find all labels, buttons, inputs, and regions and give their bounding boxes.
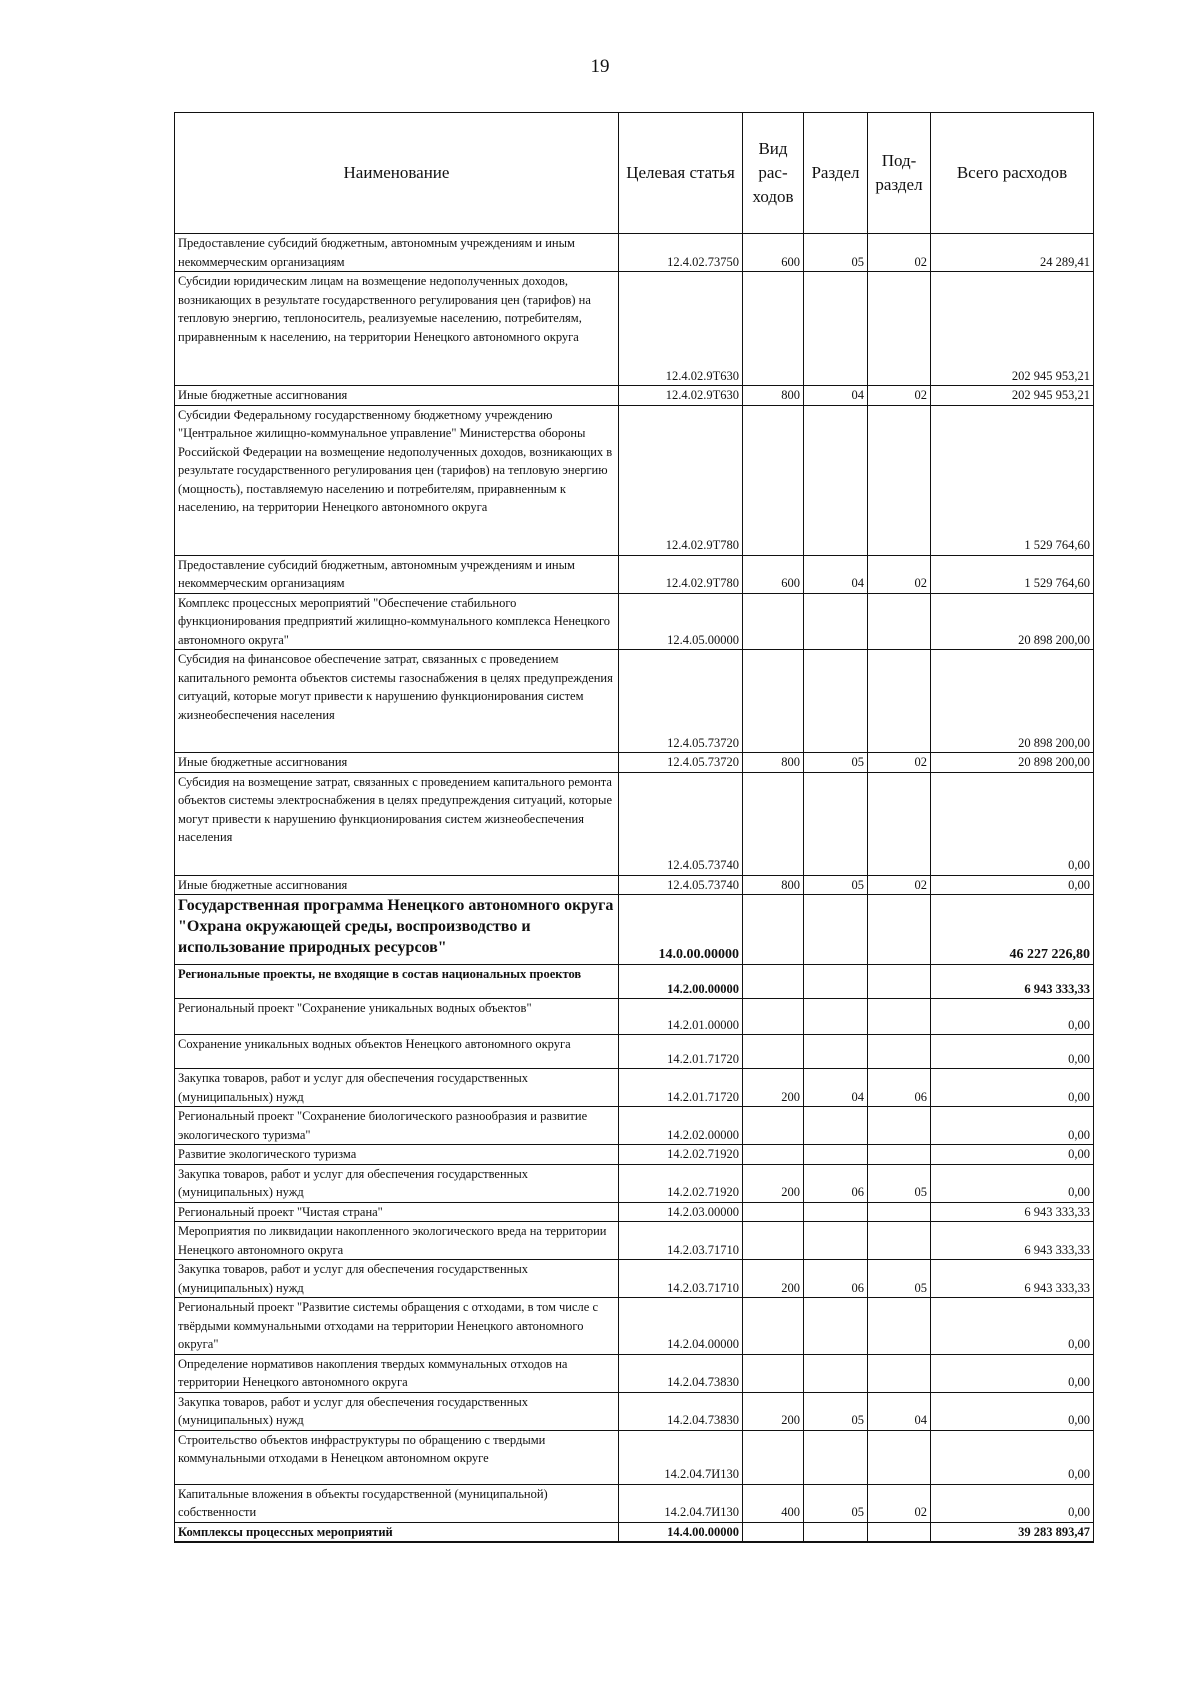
- row-total: 24 289,41: [931, 234, 1094, 272]
- row-name: Закупка товаров, работ и услуг для обеспечения государственных (муниципальных) нужд: [175, 1069, 619, 1107]
- row-target-article: 12.4.05.00000: [619, 593, 743, 650]
- table-row: [175, 1222, 1094, 1260]
- row-subsection: [868, 772, 931, 875]
- row-section: [804, 1035, 868, 1069]
- row-name: Региональный проект "Сохранение биологического разнообразия и развитие экологического туризма": [175, 1107, 619, 1145]
- table-row: [175, 593, 1094, 650]
- header-row: [175, 113, 1094, 234]
- row-section: [804, 405, 868, 555]
- row-section: 05: [804, 234, 868, 272]
- row-subsection: 02: [868, 234, 931, 272]
- row-name: Субсидии Федеральному государственному бюджетному учреждению "Центральное жилищно-коммунальное управление" Министерства обороны Российской Федерации на возмещение недополученных доходов, возникающих в результате государственного регулирования цен (тарифов) на тепловую энергию (мощность), поставляемую населению и потребителям, приравненным к населению, на территории Ненецкого автономного округа: [175, 405, 619, 555]
- row-total: 46 227 226,80: [931, 895, 1094, 965]
- row-total: 0,00: [931, 772, 1094, 875]
- row-expense-type: [743, 1202, 804, 1222]
- row-name: Региональный проект "Сохранение уникальных водных объектов": [175, 999, 619, 1035]
- row-name: Субсидии юридическим лицам на возмещение недополученных доходов, возникающих в результате государственного регулирования цен (тарифов) на тепловую энергию, теплоноситель, реализуемые населению, потребителям, приравненным к населению, на территории Ненецкого автономного округа: [175, 272, 619, 386]
- row-subsection: 06: [868, 1069, 931, 1107]
- row-total: 0,00: [931, 1145, 1094, 1165]
- row-target-article: 12.4.02.9Т780: [619, 555, 743, 593]
- row-section: [804, 1145, 868, 1165]
- row-expense-type: [743, 965, 804, 999]
- row-subsection: [868, 1202, 931, 1222]
- row-total: 6 943 333,33: [931, 1260, 1094, 1298]
- row-total: 0,00: [931, 1392, 1094, 1430]
- row-name: Иные бюджетные ассигнования: [175, 753, 619, 773]
- row-expense-type: 400: [743, 1484, 804, 1522]
- header-expense-type: Вид рас-ходов: [743, 113, 804, 234]
- row-total: 202 945 953,21: [931, 386, 1094, 406]
- row-total: 6 943 333,33: [931, 1222, 1094, 1260]
- row-target-article: 14.2.02.00000: [619, 1107, 743, 1145]
- row-target-article: 12.4.02.73750: [619, 234, 743, 272]
- row-subsection: [868, 999, 931, 1035]
- row-name: Региональный проект "Чистая страна": [175, 1202, 619, 1222]
- row-target-article: 12.4.05.73740: [619, 772, 743, 875]
- row-total: 0,00: [931, 999, 1094, 1035]
- table-row: [175, 1430, 1094, 1484]
- row-total: 0,00: [931, 1107, 1094, 1145]
- row-subsection: [868, 650, 931, 753]
- row-total: 0,00: [931, 1298, 1094, 1355]
- row-expense-type: [743, 1354, 804, 1392]
- row-section: 04: [804, 386, 868, 406]
- row-name: Субсидия на финансовое обеспечение затрат, связанных с проведением капитального ремонта объектов системы газоснабжения в целях предупреждения ситуаций, которые могут привести к нарушению функционирования систем жизнеобеспечения населения: [175, 650, 619, 753]
- table-row: [175, 1522, 1094, 1542]
- row-section: [804, 965, 868, 999]
- row-name: Иные бюджетные ассигнования: [175, 875, 619, 895]
- row-expense-type: 800: [743, 753, 804, 773]
- row-name: Комплексы процессных мероприятий: [175, 1522, 619, 1542]
- row-target-article: 14.2.01.71720: [619, 1069, 743, 1107]
- row-target-article: 12.4.02.9Т630: [619, 386, 743, 406]
- row-expense-type: [743, 1222, 804, 1260]
- row-expense-type: 200: [743, 1392, 804, 1430]
- row-total: 39 283 893,47: [931, 1522, 1094, 1542]
- row-expense-type: [743, 593, 804, 650]
- table-row: [175, 1035, 1094, 1069]
- row-name: Определение нормативов накопления твердых коммунальных отходов на территории Ненецкого автономного округа: [175, 1354, 619, 1392]
- header-name: Наименование: [175, 113, 619, 234]
- row-name: Субсидия на возмещение затрат, связанных с проведением капитального ремонта объектов системы электроснабжения в целях предупреждения ситуаций, которые могут привести к нарушению функционирования систем жизнеобеспечения населения: [175, 772, 619, 875]
- row-subsection: [868, 1298, 931, 1355]
- row-target-article: 14.2.00.00000: [619, 965, 743, 999]
- row-expense-type: 800: [743, 386, 804, 406]
- row-expense-type: [743, 272, 804, 386]
- table-row: [175, 999, 1094, 1035]
- row-target-article: 14.2.01.00000: [619, 999, 743, 1035]
- row-section: 05: [804, 1484, 868, 1522]
- page-number: 19: [590, 56, 610, 77]
- row-subsection: [868, 895, 931, 965]
- table-row: [175, 1484, 1094, 1522]
- table-row: [175, 1298, 1094, 1355]
- table-row: [175, 1392, 1094, 1430]
- table-row: [175, 1107, 1094, 1145]
- table-row: [175, 753, 1094, 773]
- row-expense-type: 200: [743, 1260, 804, 1298]
- header-total: Всего расходов: [931, 113, 1094, 234]
- table-row: [175, 875, 1094, 895]
- row-section: [804, 1202, 868, 1222]
- row-expense-type: [743, 1522, 804, 1542]
- row-name: Строительство объектов инфраструктуры по обращению с твердыми коммунальными отходами в Ненецком автономном округе: [175, 1430, 619, 1484]
- row-section: [804, 1222, 868, 1260]
- table-row: [175, 965, 1094, 999]
- row-section: [804, 1107, 868, 1145]
- row-total: 0,00: [931, 1354, 1094, 1392]
- row-subsection: 02: [868, 555, 931, 593]
- row-section: 04: [804, 1069, 868, 1107]
- row-subsection: 04: [868, 1392, 931, 1430]
- row-subsection: [868, 1222, 931, 1260]
- row-expense-type: [743, 772, 804, 875]
- row-section: 04: [804, 555, 868, 593]
- row-subsection: [868, 1107, 931, 1145]
- row-section: 05: [804, 1392, 868, 1430]
- row-subsection: [868, 1035, 931, 1069]
- row-target-article: 14.2.04.00000: [619, 1298, 743, 1355]
- row-total: 0,00: [931, 875, 1094, 895]
- row-subsection: [868, 1522, 931, 1542]
- row-target-article: 12.4.05.73740: [619, 875, 743, 895]
- row-subsection: [868, 405, 931, 555]
- row-subsection: 05: [868, 1260, 931, 1298]
- row-target-article: 14.2.04.7И130: [619, 1484, 743, 1522]
- row-name: Закупка товаров, работ и услуг для обеспечения государственных (муниципальных) нужд: [175, 1260, 619, 1298]
- row-section: [804, 593, 868, 650]
- row-section: 06: [804, 1164, 868, 1202]
- row-section: [804, 1430, 868, 1484]
- header-section: Раздел: [804, 113, 868, 234]
- table-row: [175, 1354, 1094, 1392]
- row-total: 20 898 200,00: [931, 650, 1094, 753]
- row-total: 1 529 764,60: [931, 555, 1094, 593]
- row-expense-type: [743, 999, 804, 1035]
- row-target-article: 14.2.01.71720: [619, 1035, 743, 1069]
- row-name: Развитие экологического туризма: [175, 1145, 619, 1165]
- row-target-article: 14.2.03.00000: [619, 1202, 743, 1222]
- row-name: Иные бюджетные ассигнования: [175, 386, 619, 406]
- table-row: [175, 386, 1094, 406]
- row-expense-type: 600: [743, 234, 804, 272]
- row-expense-type: 200: [743, 1164, 804, 1202]
- row-expense-type: [743, 1298, 804, 1355]
- row-subsection: 02: [868, 1484, 931, 1522]
- row-name: Закупка товаров, работ и услуг для обеспечения государственных (муниципальных) нужд: [175, 1164, 619, 1202]
- row-name: Закупка товаров, работ и услуг для обеспечения государственных (муниципальных) нужд: [175, 1392, 619, 1430]
- row-target-article: 14.2.04.73830: [619, 1392, 743, 1430]
- row-section: [804, 1298, 868, 1355]
- row-target-article: 12.4.05.73720: [619, 650, 743, 753]
- row-section: [804, 999, 868, 1035]
- table-row: [175, 1164, 1094, 1202]
- header-subsection: Под-раздел: [868, 113, 931, 234]
- budget-table: [174, 112, 1094, 1543]
- row-name: Региональный проект "Развитие системы обращения с отходами, в том числе с твёрдыми коммунальными отходами на территории Ненецкого автономного округа": [175, 1298, 619, 1355]
- row-total: 20 898 200,00: [931, 753, 1094, 773]
- row-expense-type: [743, 1107, 804, 1145]
- header-target-article: Целевая статья: [619, 113, 743, 234]
- row-expense-type: [743, 1035, 804, 1069]
- table-row: [175, 555, 1094, 593]
- row-subsection: [868, 593, 931, 650]
- row-section: 05: [804, 875, 868, 895]
- row-target-article: 14.2.02.71920: [619, 1164, 743, 1202]
- row-target-article: 14.4.00.00000: [619, 1522, 743, 1542]
- row-target-article: 12.4.02.9Т630: [619, 272, 743, 386]
- row-section: [804, 895, 868, 965]
- table-row: [175, 234, 1094, 272]
- table-row: [175, 650, 1094, 753]
- row-expense-type: [743, 1430, 804, 1484]
- row-section: [804, 772, 868, 875]
- row-total: 1 529 764,60: [931, 405, 1094, 555]
- row-total: 6 943 333,33: [931, 1202, 1094, 1222]
- row-target-article: 12.4.02.9Т780: [619, 405, 743, 555]
- row-total: 0,00: [931, 1430, 1094, 1484]
- row-subsection: 05: [868, 1164, 931, 1202]
- row-total: 20 898 200,00: [931, 593, 1094, 650]
- row-subsection: [868, 1430, 931, 1484]
- row-section: 06: [804, 1260, 868, 1298]
- row-expense-type: 800: [743, 875, 804, 895]
- row-target-article: 14.2.02.71920: [619, 1145, 743, 1165]
- row-total: 0,00: [931, 1035, 1094, 1069]
- row-name: Предоставление субсидий бюджетным, автономным учреждениям и иным некоммерческим организациям: [175, 555, 619, 593]
- row-target-article: 14.2.03.71710: [619, 1222, 743, 1260]
- row-name: Мероприятия по ликвидации накопленного экологического вреда на территории Ненецкого автономного округа: [175, 1222, 619, 1260]
- row-section: 05: [804, 753, 868, 773]
- row-name: Сохранение уникальных водных объектов Ненецкого автономного округа: [175, 1035, 619, 1069]
- row-name: Комплекс процессных мероприятий "Обеспечение стабильного функционирования предприятий жилищно-коммунального комплекса Ненецкого автономного округа": [175, 593, 619, 650]
- row-subsection: 02: [868, 386, 931, 406]
- row-section: [804, 272, 868, 386]
- row-subsection: [868, 965, 931, 999]
- table-row: [175, 1069, 1094, 1107]
- row-name: Региональные проекты, не входящие в состав национальных проектов: [175, 965, 619, 999]
- table-row: [175, 1202, 1094, 1222]
- row-name: Капитальные вложения в объекты государственной (муниципальной) собственности: [175, 1484, 619, 1522]
- row-expense-type: 200: [743, 1069, 804, 1107]
- row-expense-type: 600: [743, 555, 804, 593]
- row-section: [804, 1522, 868, 1542]
- row-target-article: 14.0.00.00000: [619, 895, 743, 965]
- table-row: [175, 272, 1094, 386]
- row-total: 6 943 333,33: [931, 965, 1094, 999]
- table-row: [175, 405, 1094, 555]
- row-target-article: 14.2.03.71710: [619, 1260, 743, 1298]
- row-section: [804, 650, 868, 753]
- row-expense-type: [743, 650, 804, 753]
- row-target-article: 14.2.04.7И130: [619, 1430, 743, 1484]
- row-expense-type: [743, 1145, 804, 1165]
- row-subsection: 02: [868, 753, 931, 773]
- row-total: 0,00: [931, 1164, 1094, 1202]
- table-row: [175, 772, 1094, 875]
- row-subsection: 02: [868, 875, 931, 895]
- table-row: [175, 1260, 1094, 1298]
- row-name: Предоставление субсидий бюджетным, автономным учреждениям и иным некоммерческим организациям: [175, 234, 619, 272]
- table-row: [175, 1145, 1094, 1165]
- row-subsection: [868, 1145, 931, 1165]
- row-expense-type: [743, 405, 804, 555]
- row-total: 0,00: [931, 1484, 1094, 1522]
- table-row: [175, 895, 1094, 965]
- row-total: 0,00: [931, 1069, 1094, 1107]
- row-name: Государственная программа Ненецкого автономного округа "Охрана окружающей среды, воспроизводство и использование природных ресурсов": [175, 895, 619, 965]
- row-total: 202 945 953,21: [931, 272, 1094, 386]
- row-subsection: [868, 1354, 931, 1392]
- row-expense-type: [743, 895, 804, 965]
- row-subsection: [868, 272, 931, 386]
- row-target-article: 12.4.05.73720: [619, 753, 743, 773]
- row-section: [804, 1354, 868, 1392]
- row-target-article: 14.2.04.73830: [619, 1354, 743, 1392]
